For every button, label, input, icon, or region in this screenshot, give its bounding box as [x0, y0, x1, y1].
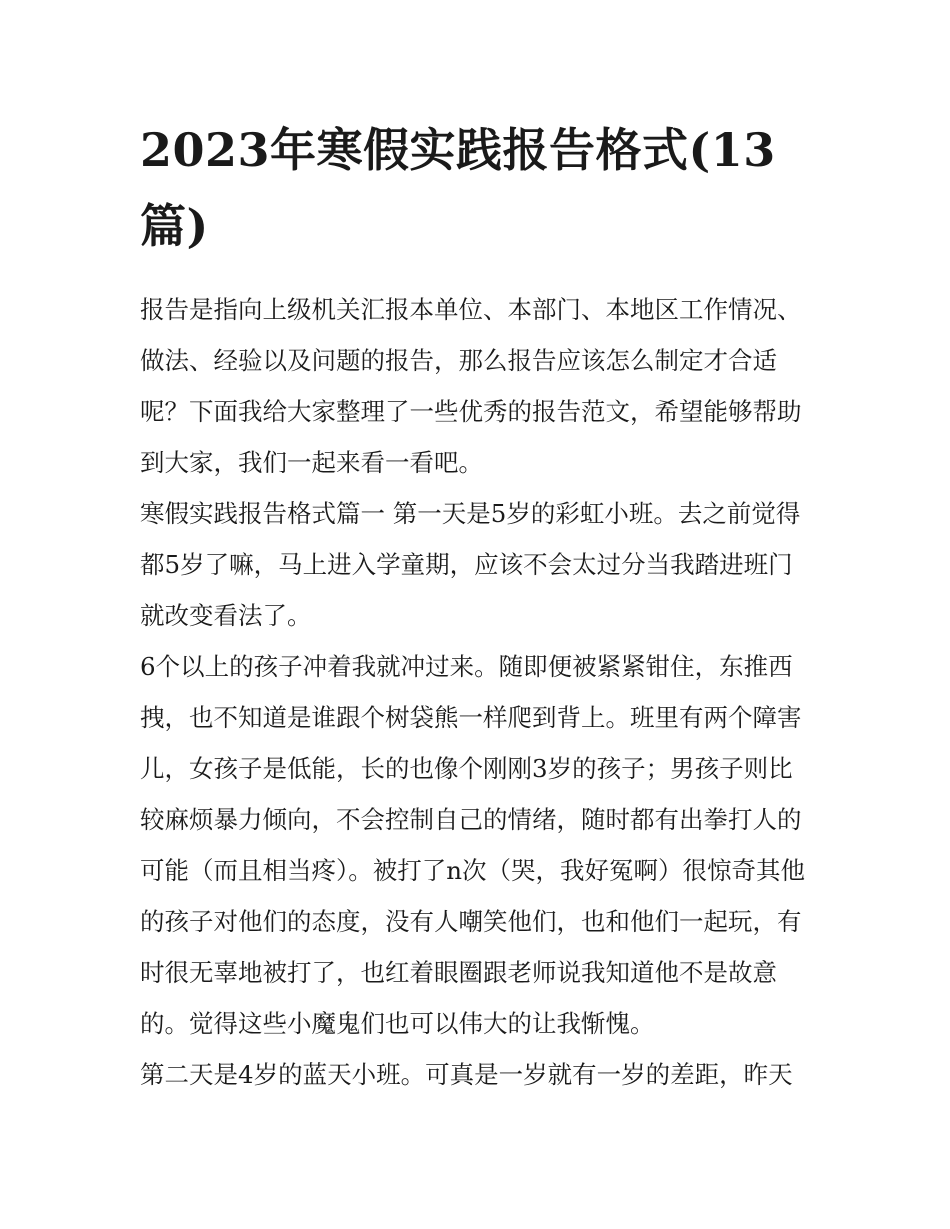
document-title: 2023年寒假实践报告格式(13篇) — [140, 123, 776, 253]
paragraph-section-one: 寒假实践报告格式篇一 第一天是5岁的彩虹小班。去之前觉得都5岁了嘛，马上进入学童期，应该不会太过分当我踏进班门就改变看法了。 — [140, 499, 801, 630]
paragraph-day-two: 第二天是4岁的蓝天小班。可真是一岁就有一岁的差距，昨天 — [140, 1060, 793, 1089]
paragraph-intro: 报告是指向上级机关汇报本单位、本部门、本地区工作情况、做法、经验以及问题的报告，那么报告应该怎么制定才合适呢？下面我给大家整理了一些优秀的报告范文，希望能够帮助到大家，我们一起来看一看吧。 — [140, 295, 802, 477]
document-page — [140, 112, 812, 1100]
paragraph-day-one-detail: 6个以上的孩子冲着我就冲过来。随即便被紧紧钳住，东推西拽，也不知道是谁跟个树袋熊一样爬到背上。班里有两个障害儿，女孩子是低能，长的也像个刚刚3岁的孩子；男孩子则比较麻烦暴力倾向，不会控制自己的情绪，随时都有出拳打人的可能（而且相当疼）。被打了n次（哭，我好冤啊）很惊奇其他的孩子对他们的态度，没有人嘲笑他们，也和他们一起玩，有时很无辜地被打了，也红着眼圈跟老师说我知道他不是故意的。觉得这些小魔鬼们也可以伟大的让我惭愧。 — [140, 652, 806, 1038]
